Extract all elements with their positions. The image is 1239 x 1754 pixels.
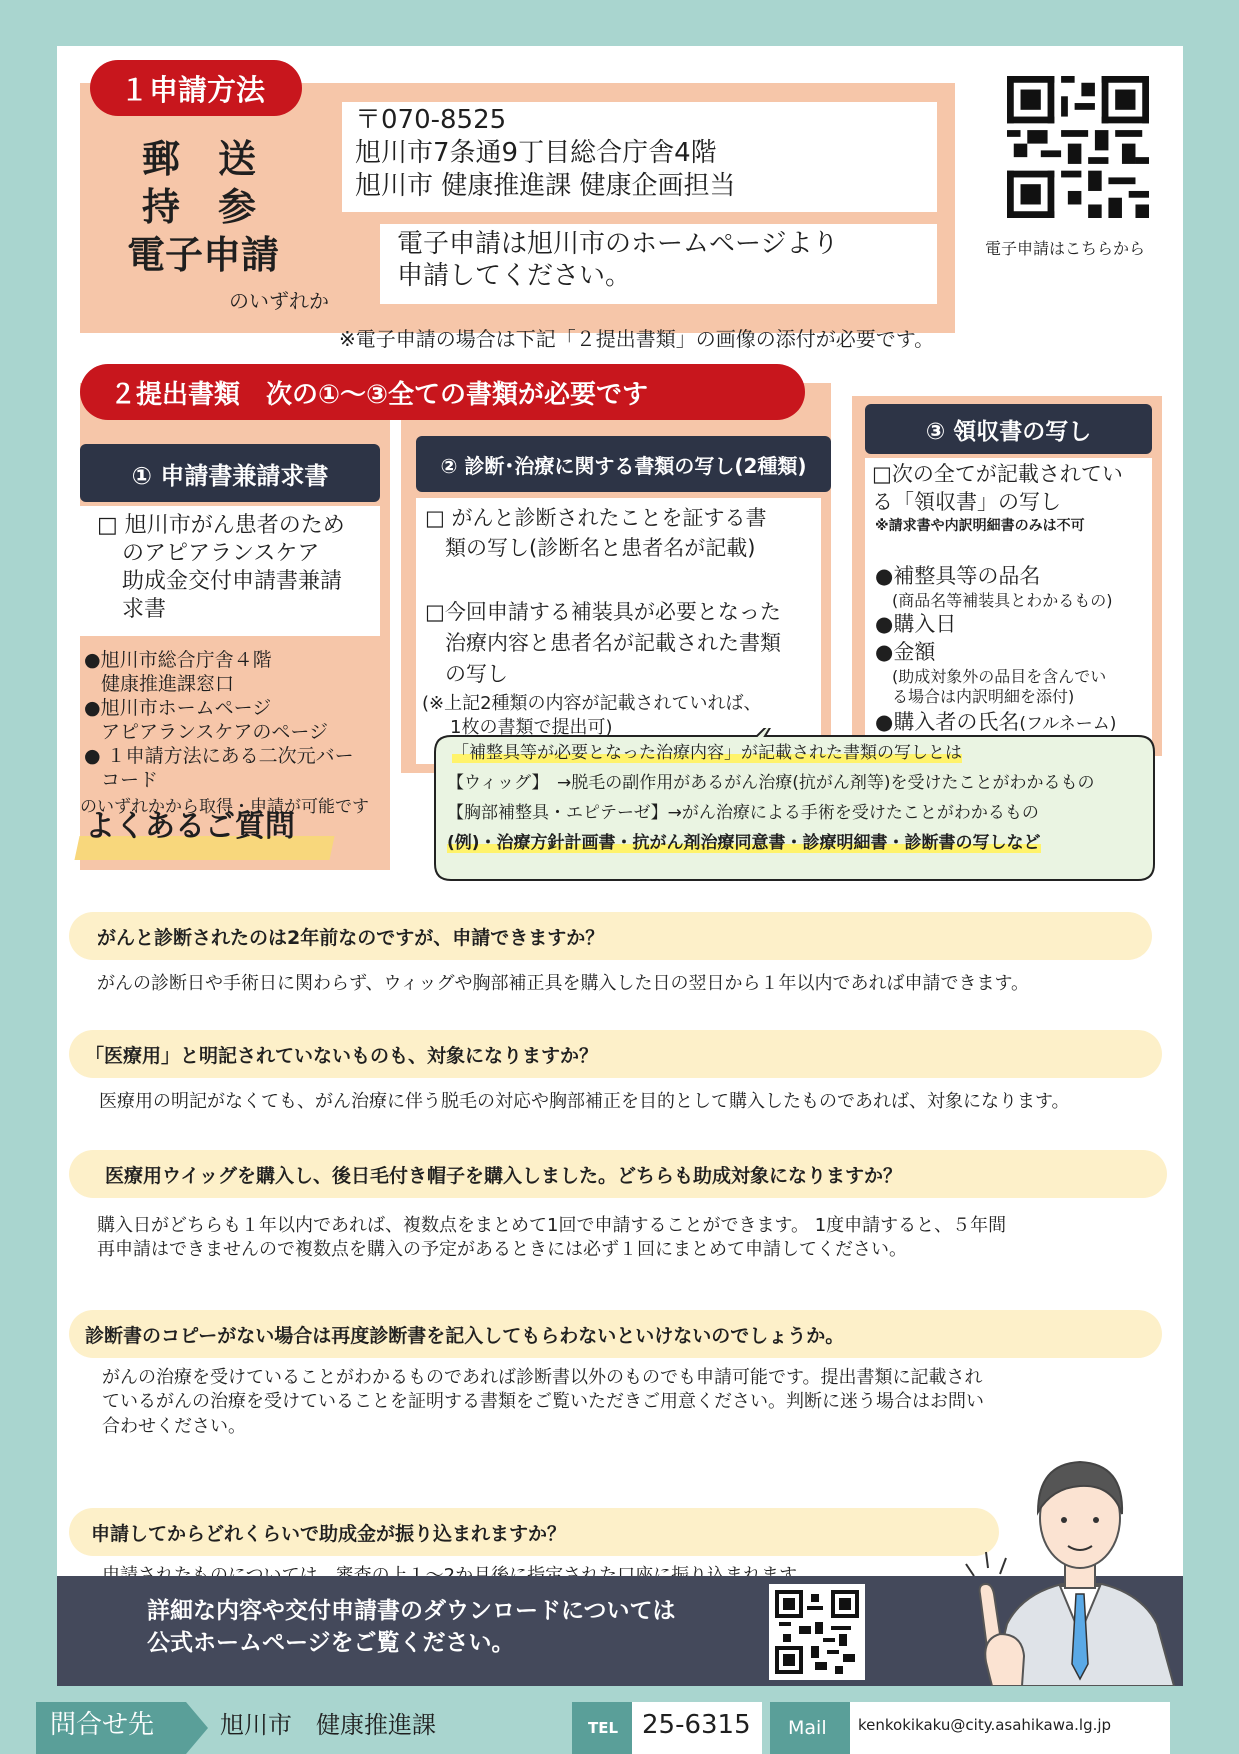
faq-question-3-text: 医療用ウイッグを購入し、後日毛付き帽子を購入しました。どちらも助成対象になりますか？ — [105, 1164, 903, 1187]
faq-question-4 — [69, 1310, 1162, 1358]
footer-tel-value[interactable]: 25-6315 — [642, 1710, 751, 1740]
col1-source-2: 健康推進課窓口 — [101, 673, 235, 695]
col1-item-line2: のアピアランスケア — [122, 541, 320, 566]
online-qr-code[interactable] — [1007, 76, 1149, 218]
col3-intro-line2: る「領収書」の写し — [872, 490, 1061, 514]
faq-question-1-text: がんと診断されたのは2年前なのですが、申請できますか？ — [97, 926, 605, 949]
col1-header — [80, 444, 380, 502]
faq-answer-1-line1: がんの診断日や手術日に関わらず、ウィッグや胸部補正具を購入した日の翌日から１年以内であれば申請できます。 — [97, 973, 1030, 994]
col2-item2-line1: □今回申請する補装具が必要となった — [425, 600, 781, 624]
callout-line3: 【胸部補整具・エピテーゼ】→がん治療による手術を受けたことがわかるもの — [447, 803, 1039, 823]
online-note-line2: 申請してください。 — [397, 261, 632, 291]
faq-question-5-text: 申請してからどれくらいで助成金が振り込まれますか？ — [91, 1522, 567, 1545]
faq-answer-4-line3: 合わせください。 — [102, 1415, 246, 1437]
faq-answer-4-line1: がんの治療を受けていることがわかるものであれば診断書以外のものでも申請可能です。提出書類に記載され — [102, 1367, 983, 1388]
faq-question-5 — [69, 1508, 999, 1556]
faq-answer-3-line1: 購入日がどちらも１年以内であれば、複数点をまとめて1回で申請することができます。 1度申請すると、５年間 — [97, 1215, 1007, 1236]
faq-answer-3-line2: 再申請はできませんので複数点を購入の予定があるときには必ず１回にまとめて申請してください。 — [97, 1239, 907, 1261]
col1-item-line1: □ 旭川市がん患者のため — [97, 513, 345, 538]
col3-item-name: ●補整具等の品名 — [875, 564, 1041, 588]
col2-item2-line2: 治療内容と患者名が記載された書類 — [445, 631, 781, 655]
col1-source-5: ● １申請方法にある二次元バー — [84, 745, 354, 767]
col1-source-6: コード — [101, 769, 159, 791]
callout-line1 — [452, 744, 962, 764]
qr-caption: 電子申請はこちらから — [985, 239, 1146, 258]
col1-source-3: ●旭川市ホームページ — [84, 697, 272, 719]
callout-line2: 【ウィッグ】 →脱毛の副作用があるがん治療(抗がん剤等)を受けたことがわかるもの — [447, 773, 1095, 793]
homepage-qr-code[interactable] — [769, 1584, 865, 1680]
col3-item-date: ●購入日 — [875, 612, 957, 636]
footer-contact-arrow — [186, 1702, 208, 1754]
faq-question-2 — [69, 1030, 1162, 1078]
col3-item-amount-sub2: る場合は内訳明細を添付) — [892, 687, 1075, 706]
flyer-page — [57, 46, 1183, 1686]
section1-title-text: １申請方法 — [120, 72, 266, 107]
method-online: 電子申請 — [127, 233, 280, 277]
callout-line4 — [447, 834, 1041, 854]
col1-item-line3: 助成金交付申請書兼請 — [122, 569, 343, 594]
callout-line1-text: 「補整具等が必要となった治療内容」が記載された書類の写しとは — [452, 743, 962, 763]
banner-line1: 詳細な内容や交付申請書のダウンロードについては — [147, 1598, 676, 1624]
faq-answer-1 — [97, 972, 1029, 996]
address-line: 旭川市7条通9丁目総合庁舎4階 — [355, 138, 717, 168]
col3-item-amount-sub1: (助成対象外の品目を含んでい — [892, 667, 1107, 686]
col1-source-4: アピアランスケアのページ — [101, 721, 329, 743]
col2-note-line1: (※上記2種類の内容が記載されていれば、 — [422, 693, 762, 714]
faq-answer-2-line1: 医療用の明記がなくても、がん治療に伴う脱毛の対応や胸部補正を目的として購入したものであれば、対象になります。 — [99, 1091, 1070, 1112]
col3-header — [865, 404, 1152, 454]
section2-title-text: ２提出書類 次の①～③全ての書類が必要です — [110, 379, 649, 410]
staff-illustration — [952, 1434, 1182, 1686]
col2-item2-line3: の写し — [445, 662, 508, 686]
banner-line2: 公式ホームページをご覧ください。 — [147, 1630, 515, 1656]
footer-org: 旭川市 健康推進課 — [220, 1711, 436, 1739]
faq-question-3 — [69, 1150, 1167, 1198]
col2-note-line2: 1枚の書類で提出可) — [450, 717, 613, 738]
faq-answer-2 — [99, 1090, 1070, 1114]
col3-warning: ※請求書や内訳明細書のみは不可 — [875, 518, 1085, 534]
online-note-line1: 電子申請は旭川市のホームページより — [397, 229, 839, 259]
col3-item-name-sub: (商品名等補装具とわかるもの) — [892, 591, 1113, 610]
col3-item-buyer-suffix: (フルネーム) — [1019, 714, 1117, 734]
col1-item-line4: 求書 — [122, 597, 167, 622]
footer-mail-value[interactable]: kenkokikaku@city.asahikawa.lg.jp — [858, 1716, 1112, 1734]
section1-footnote: ※電子申請の場合は下記「２提出書類」の画像の添付が必要です。 — [339, 327, 935, 351]
faq-answer-3 — [97, 1214, 1006, 1263]
col2-header — [416, 436, 831, 492]
method-mail: 郵 送 — [142, 137, 257, 181]
col1-header-text: ① 申請書兼請求書 — [131, 461, 329, 490]
faq-answer-4 — [102, 1366, 984, 1439]
col3-item-amount: ●金額 — [875, 640, 936, 664]
footer-tel-label: TEL — [588, 1719, 619, 1737]
section1-title — [90, 60, 302, 116]
col3-header-text: ③ 領収書の写し — [925, 418, 1092, 445]
qr-pattern-icon-2 — [775, 1590, 859, 1674]
col1-source-7: のいずれかから取得・申請が可能です — [80, 797, 369, 817]
faq-answer-4-line2: ているがんの治療を受けていることを証明する書類をご覧いただきご用意ください。判断に迷う場合はお問い — [102, 1391, 984, 1413]
address-office: 旭川市 健康推進課 健康企画担当 — [355, 171, 736, 201]
col2-item1-line2: 類の写し(診断名と患者名が記載) — [445, 536, 756, 560]
col3-intro-line1: □次の全てが記載されてい — [872, 462, 1123, 486]
faq-question-1 — [69, 912, 1152, 960]
faq-question-4-text: 診断書のコピーがない場合は再度診断書を記入してもらわないといけないのでしょうか。 — [85, 1324, 845, 1347]
methods-suffix: のいずれか — [229, 289, 329, 313]
col2-item1-line1: □ がんと診断されたことを証する書 — [425, 506, 767, 530]
footer-mail-label: Mail — [788, 1717, 827, 1739]
col3-item-buyer-label: ●購入者の氏名 — [875, 710, 1020, 734]
footer-contact-label: 問合せ先 — [50, 1710, 155, 1740]
col1-source-1: ●旭川市総合庁舎４階 — [84, 649, 272, 671]
col2-header-text: ② 診断･治療に関する書類の写し(2種類) — [440, 453, 807, 478]
section2-title — [80, 364, 805, 420]
qr-pattern-icon — [1007, 76, 1149, 218]
faq-question-2-text: 「医療用」と明記されていないものも、対象になりますか？ — [85, 1044, 599, 1067]
address-zip: 〒070-8525 — [355, 105, 507, 135]
faq-title: よくあるご質問 — [85, 809, 295, 844]
method-bring: 持 参 — [142, 185, 257, 229]
callout-line4-text: (例)・治療方針計画書・抗がん剤治療同意書・診療明細書・診断書の写しなど — [447, 833, 1041, 853]
